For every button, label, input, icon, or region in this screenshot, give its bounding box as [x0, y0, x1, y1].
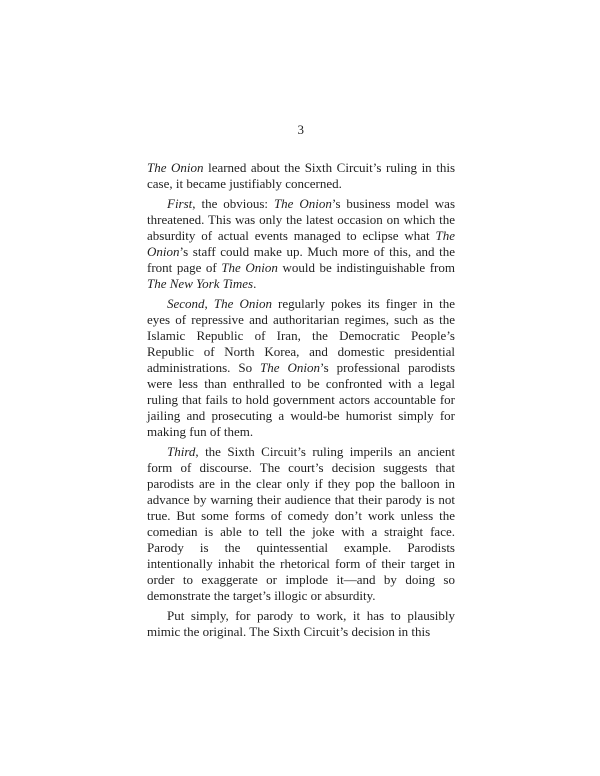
text-run: would be indistinguishable from	[277, 260, 456, 275]
text-run: Put simply, for parody to work, it has to plausibly mimic the original. The Sixth Circuit’s decision in this	[147, 608, 455, 639]
text-run: ,	[204, 296, 214, 311]
italic-run: The Onion	[260, 360, 320, 375]
text-run: learned about the Sixth Circuit’s ruling in this case, it became justifiably concerned.	[147, 160, 456, 191]
text-run: , the obvious:	[192, 196, 274, 211]
italic-run: Third	[167, 444, 196, 459]
italic-run: First	[167, 196, 193, 211]
page-body	[147, 160, 455, 640]
paragraph	[147, 296, 455, 440]
italic-run: Second	[167, 296, 205, 311]
italic-run: The Onion	[221, 260, 278, 275]
paragraph	[147, 608, 455, 640]
text-block	[147, 122, 455, 644]
italic-run: The Onion	[147, 160, 204, 175]
italic-run: The New York Times	[147, 276, 254, 291]
text-run: ’s professional parodists were less than enthralled to be confronted with a legal ruling that fails to hold government actors accountable for jailing and prosecuting a would-be humorist simply for making fun of them.	[147, 360, 456, 439]
text-run: .	[253, 276, 257, 291]
italic-run: The Onion	[273, 196, 332, 211]
text-run: ’s business model was threatened. This was only the latest occasion on which the absurdity of actual events managed to eclipse what	[147, 196, 455, 243]
italic-run: The Onion	[213, 296, 272, 311]
text-run: , the Sixth Circuit’s ruling imperils an ancient form of discourse. The court’s decision suggests that parodists are in the clear only if they pop the balloon in advance by warning their audience that their parody is not true. But some forms of comedy don’t work unless the comedian is able to tell the joke with a straight face. Parody is the quintessential example. Parodists intentionally inhabit the rhetorical form of their target in order to exaggerate or implode it—and by doing so demonstrate the target’s illogic or absurdity.	[147, 444, 455, 603]
paragraph	[147, 160, 455, 192]
page-number: 3	[297, 122, 305, 137]
text-run: regularly pokes its finger in the eyes of repressive and authoritarian regimes, such as the Islamic Republic of Iran, the Democratic People’s Republic of North Korea, and domestic presidential administrations. So	[147, 296, 455, 375]
italic-run: The Onion	[147, 228, 455, 259]
text-run: ’s staff could make up. Much more of this, and the front page of	[147, 244, 455, 275]
paragraph	[147, 444, 455, 604]
paragraph	[147, 196, 455, 292]
